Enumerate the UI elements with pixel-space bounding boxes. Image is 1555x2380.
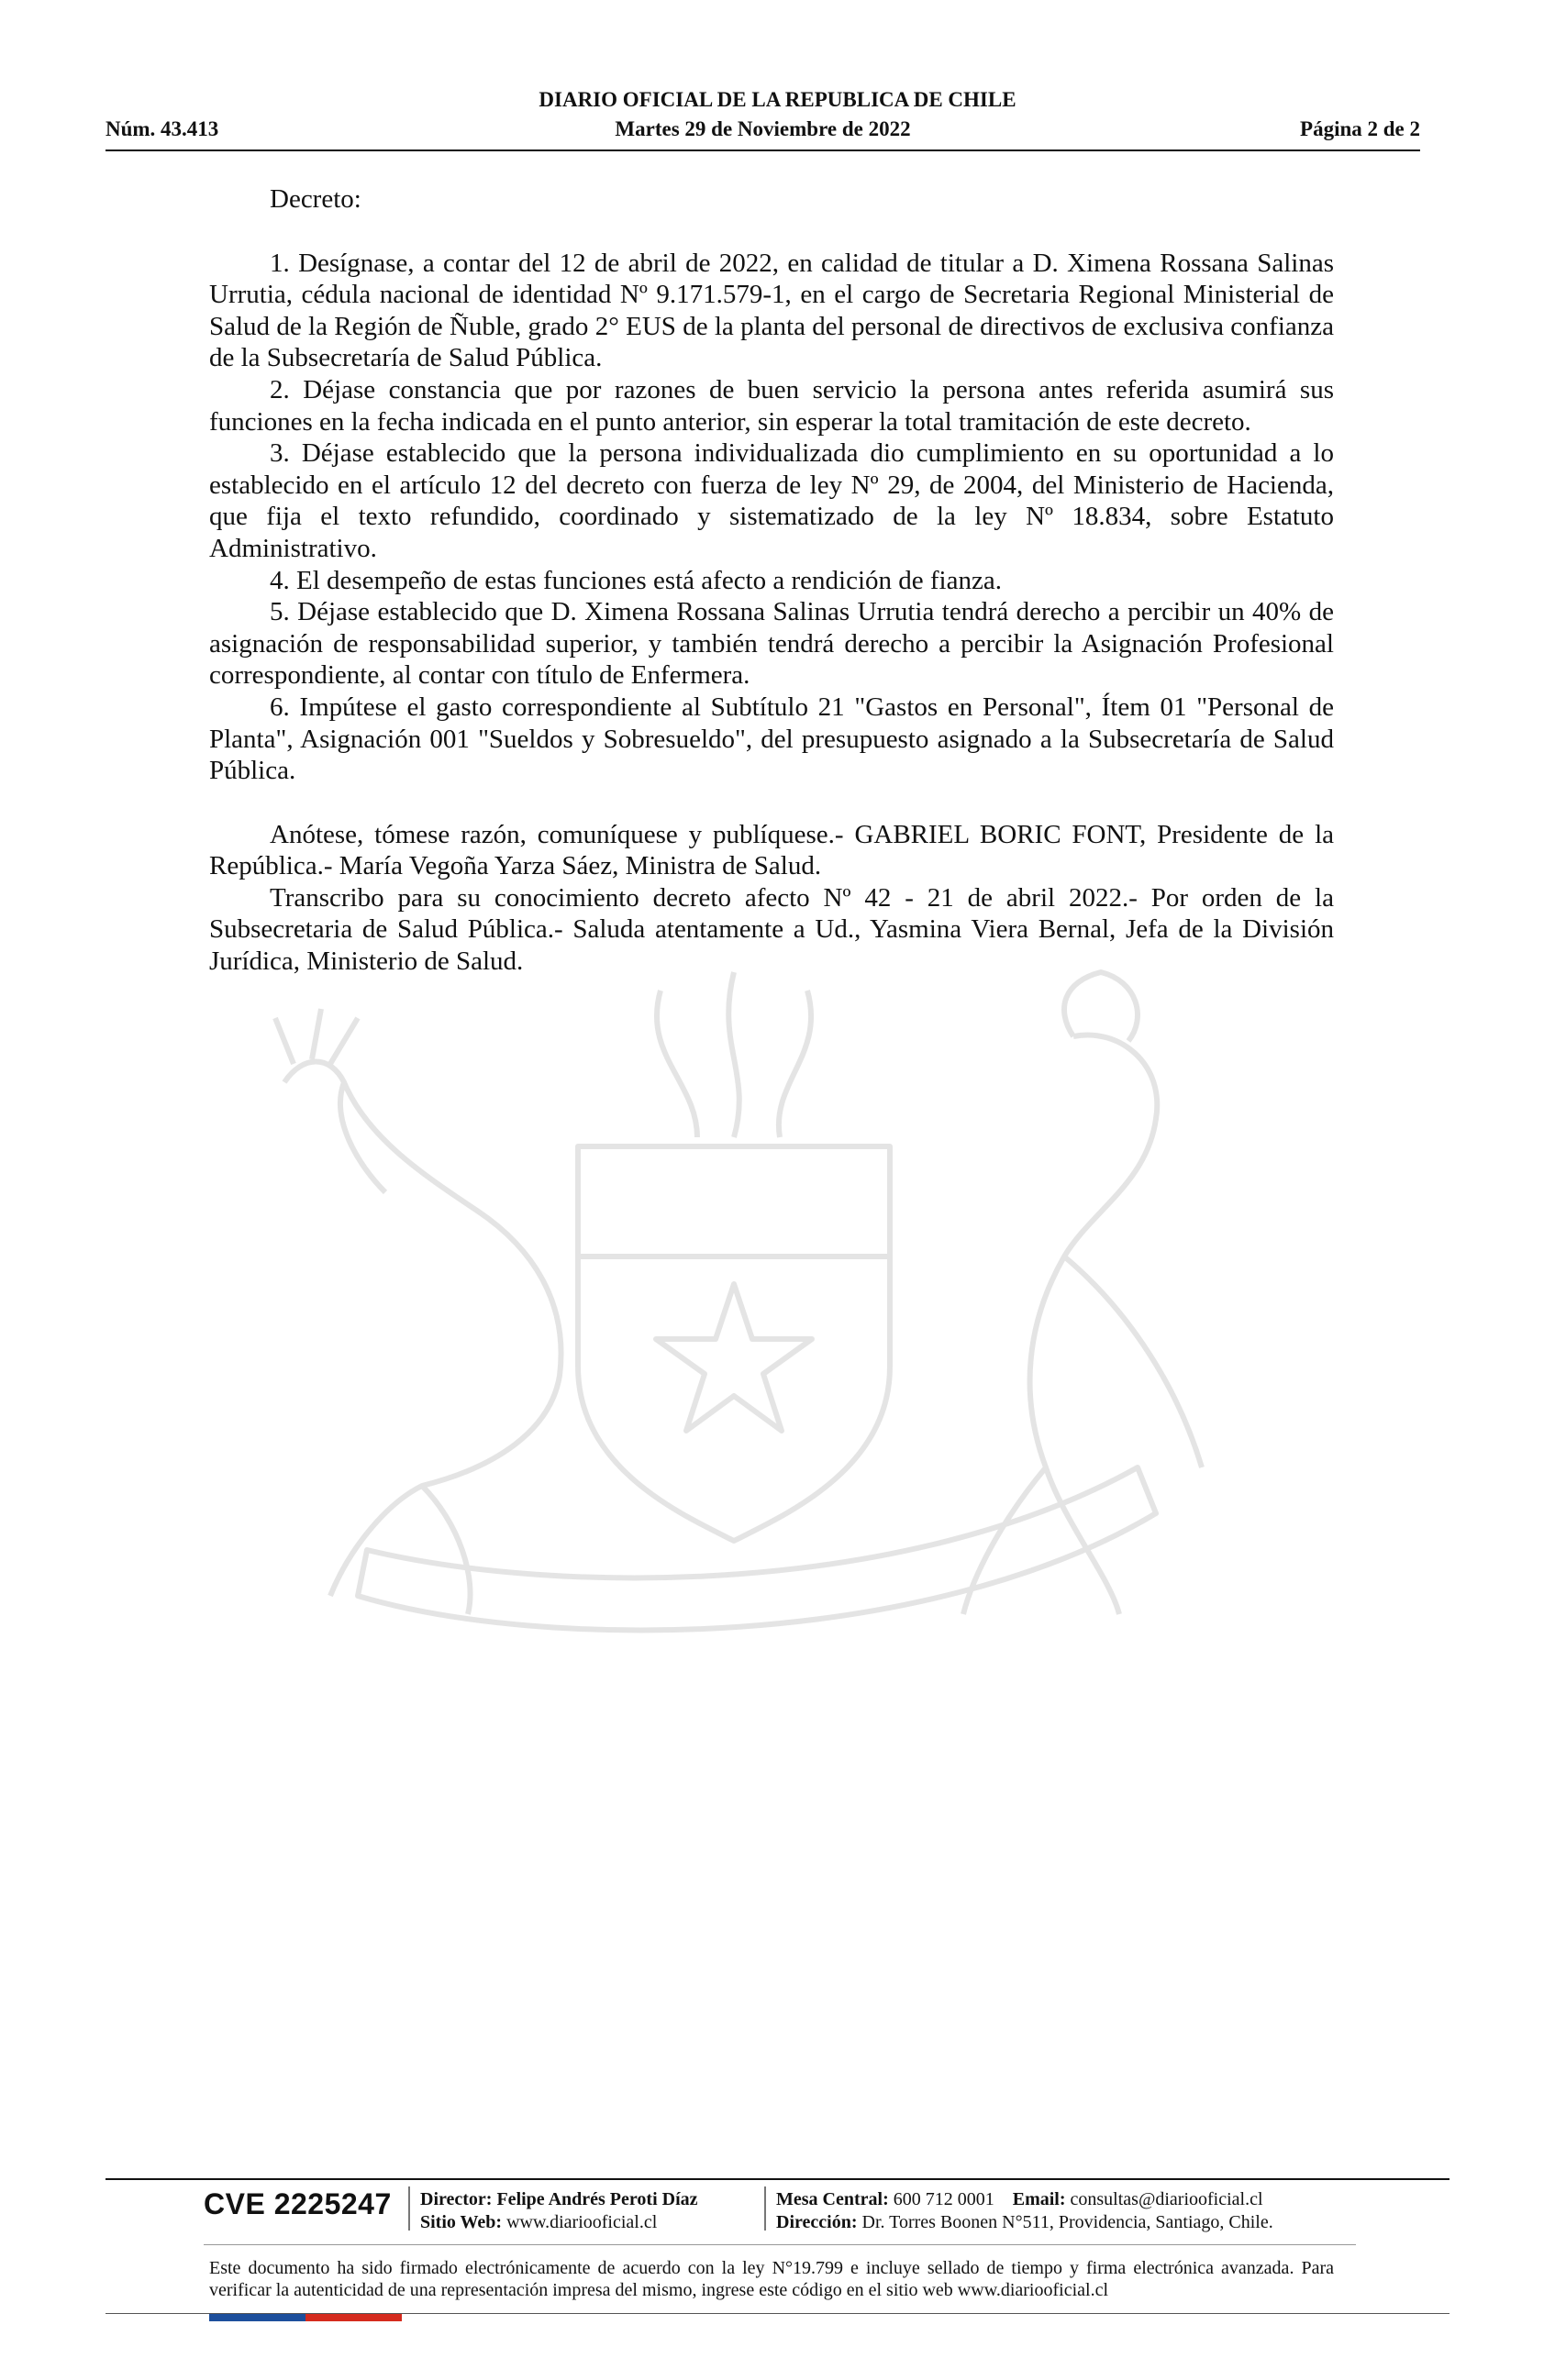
legal-notice: Este documento ha sido firmado electrónicamente de acuerdo con la ley N°19.799 e incluye sellado de tiempo y firma electrónica avanzada. Para verificar la autenticidad de una representación impresa del mismo, ingrese este código en el sitio web www.diariooficial.cl (209, 2258, 1334, 2300)
header-row (106, 117, 1420, 145)
coat-of-arms-watermark (147, 954, 1321, 1651)
flag-stripe (209, 2314, 402, 2321)
decree-paragraph: 4. El desempeño de estas funciones está afecto a rendición de fianza. (270, 565, 1002, 595)
email-label: Email: (1012, 2189, 1066, 2209)
transcription-paragraph: Transcribo para su conocimiento decreto afecto Nº 42 - 21 de abril 2022.- Por orden de la Subsecretaria de Salud Pública.- Saluda atentamente a Ud., Yasmina Viera Bernal, Jefa de la División Jurídica, Ministerio de Salud. (209, 882, 1334, 977)
decree-paragraph: 3. Déjase establecido que la persona individualizada dio cumplimiento en su oportunidad a lo establecido en el artículo 12 del decreto con fuerza de ley Nº 29, de 2004, del Ministerio de Hacienda, que fija el texto refundido, coordinado y sistematizado de la ley Nº 18.834, sobre Estatuto Administrativo. (209, 438, 1334, 563)
issue-number: Núm. 43.413 (106, 117, 219, 140)
email-link[interactable]: consultas@diariooficial.cl (1070, 2189, 1263, 2209)
page-indicator: Página 2 de 2 (1300, 117, 1420, 140)
decree-body (209, 183, 1334, 978)
website-link[interactable]: www.diariooficial.cl (506, 2212, 658, 2232)
footer-contact-block (776, 2188, 1273, 2234)
flag-stripe-blue (209, 2314, 305, 2321)
closing-paragraph: Anótese, tómese razón, comuníquese y publíquese.- GABRIEL BORIC FONT, Presidente de la República.- María Vegoña Yarza Sáez, Ministra de Salud. (209, 819, 1334, 881)
issue-date: Martes 29 de Noviembre de 2022 (615, 117, 911, 140)
footer-separator (408, 2186, 410, 2231)
phone-number: 600 712 0001 (893, 2189, 994, 2209)
decree-paragraph: 6. Impútese el gasto correspondiente al Subtítulo 21 "Gastos en Personal", Ítem 01 "Personal de Planta", Asignación 001 "Sueldos y Sobresueldo", del presupuesto asignado a la Subsecretaría de Salud Pública. (209, 692, 1334, 786)
footer-divider-top (106, 2178, 1449, 2180)
director-label: Director: (420, 2189, 493, 2209)
phone-label: Mesa Central: (776, 2189, 889, 2209)
address-text: Dr. Torres Boonen N°511, Providencia, Santiago, Chile. (861, 2212, 1273, 2232)
footer-separator (764, 2186, 766, 2231)
footer-divider-middle (204, 2244, 1356, 2245)
cve-code: CVE 2225247 (204, 2187, 392, 2220)
footer-director-block (420, 2188, 698, 2234)
address-label: Dirección: (776, 2212, 858, 2232)
decree-heading: Decreto: (270, 184, 361, 214)
flag-stripe-red (305, 2314, 402, 2321)
decree-paragraph: 5. Déjase establecido que D. Ximena Rossana Salinas Urrutia tendrá derecho a percibir un 40% de asignación de responsabilidad superior, y también tendrá derecho a percibir la Asignación Profesional correspondiente, al contar con título de Enfermera. (209, 597, 1334, 691)
director-name: Felipe Andrés Peroti Díaz (496, 2189, 698, 2209)
header-divider (106, 149, 1420, 151)
newspaper-title: DIARIO OFICIAL DE LA REPUBLICA DE CHILE (539, 88, 1016, 111)
decree-paragraph: 2. Déjase constancia que por razones de buen servicio la persona antes referida asumirá sus funciones en la fecha indicada en el punto anterior, sin esperar la total tramitación de este decreto. (209, 374, 1334, 437)
decree-paragraph: 1. Desígnase, a contar del 12 de abril de 2022, en calidad de titular a D. Ximena Rossana Salinas Urrutia, cédula nacional de identidad Nº 9.171.579-1, en el cargo de Secretaria Regional Ministerial de Salud de la Región de Ñuble, grado 2° EUS de la planta del personal de directivos de exclusiva confianza de la Subsecretaría de Salud Pública. (209, 248, 1334, 373)
website-label: Sitio Web: (420, 2212, 503, 2232)
